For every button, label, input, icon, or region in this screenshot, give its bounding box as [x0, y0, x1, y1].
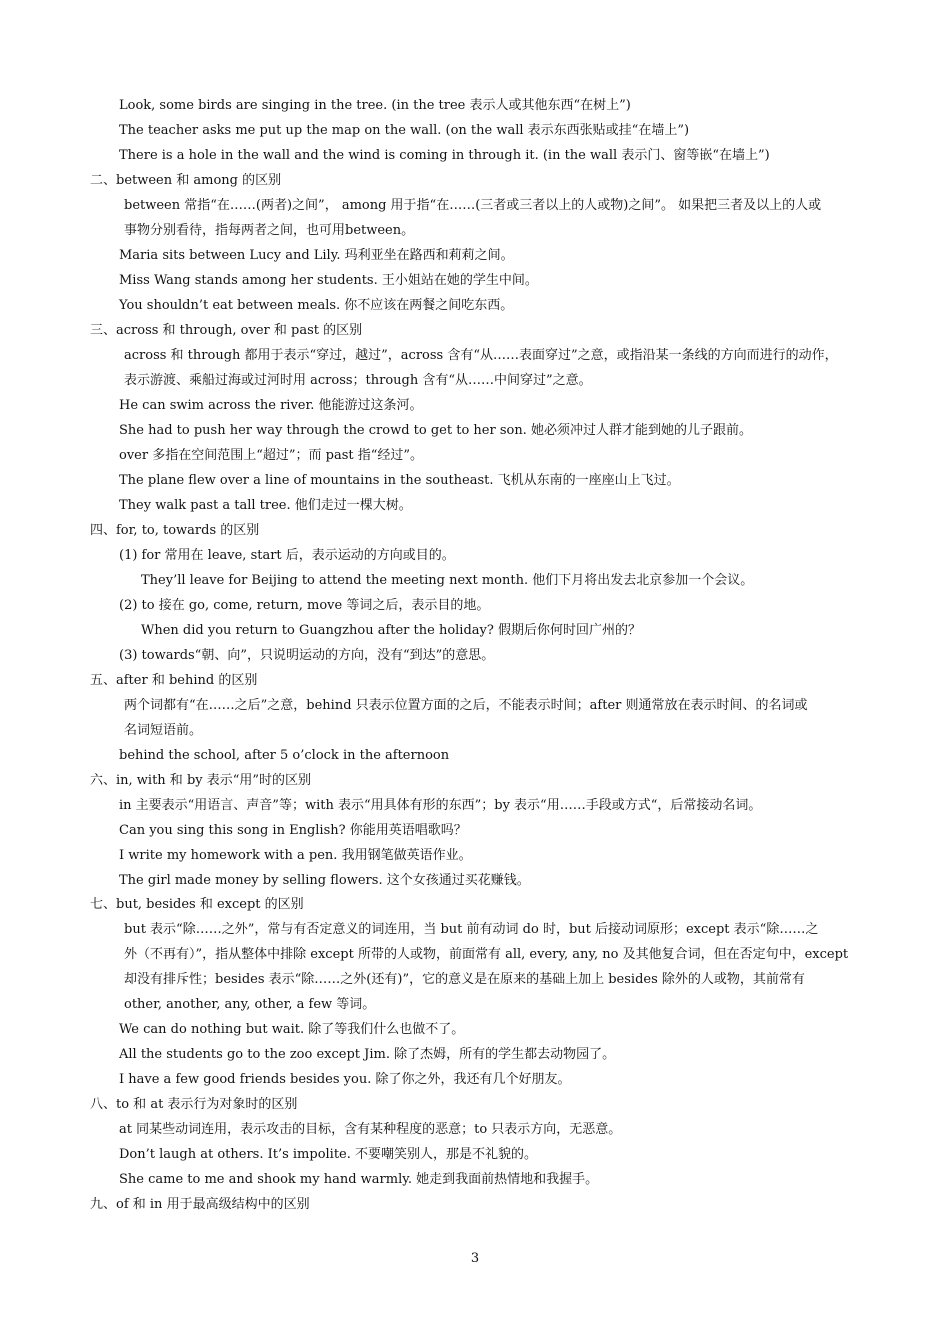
example-line: All the students go to the zoo except Jim. 除了杰姆，所有的学生都去动物园了。 — [119, 1047, 616, 1062]
example-line: She had to push her way through the crowd to get to her son. 她必须冲过人群才能到她的儿子跟前。 — [119, 423, 752, 438]
example-line: The girl made money by selling flowers. 这个女孩通过买花赚钱。 — [119, 873, 530, 888]
text-line: There is a hole in the wall and the wind is coming in through it. (in the wall 表示门、窗等嵌“在墙上”) — [119, 148, 770, 163]
text-line: 名词短语前。 — [124, 723, 203, 738]
section-heading: 二、between 和 among 的区别 — [90, 173, 282, 188]
text-line: (3) towards“朝、向”，只说明运动的方向，没有“到达”的意思。 — [119, 648, 495, 663]
text-line: The teacher asks me put up the map on the wall. (on the wall 表示东西张贴或挂“在墙上”) — [119, 123, 690, 138]
example-line: behind the school, after 5 o’clock in the afternoon — [119, 748, 450, 763]
section-heading: 三、across 和 through, over 和 past 的区别 — [90, 323, 363, 338]
text-line: 却没有排斥性；besides 表示“除……之外(还有)”，它的意义是在原来的基础上加上 besides 除外的人或物，其前常有 — [124, 972, 805, 987]
text-line: but 表示“除……之外”，常与有否定意义的词连用，当 but 前有动词 do 时，but 后接动词原形；except 表示“除……之 — [124, 922, 819, 937]
text-line: across 和 through 都用于表示“穿过，越过”，across 含有“从……表面穿过”之意，或指沿某一条线的方向而进行的动作， — [124, 348, 838, 363]
section-heading: 六、in, with 和 by 表示“用”时的区别 — [90, 773, 312, 788]
page-number: 3 — [470, 1251, 480, 1266]
text-line: (2) to 接在 go, come, return, move 等词之后，表示目的地。 — [119, 598, 490, 613]
example-line: I write my homework with a pen. 我用钢笔做英语作业。 — [119, 848, 472, 863]
example-line: Miss Wang stands among her students. 王小姐站在她的学生中间。 — [119, 273, 538, 288]
text-line: 事物分别看待，指每两者之间，也可用between。 — [124, 223, 415, 238]
example-line: You shouldn’t eat between meals. 你不应该在两餐之间吃东西。 — [119, 298, 514, 313]
example-line: Don’t laugh at others. It’s impolite. 不要嘲笑别人，那是不礼貌的。 — [119, 1147, 538, 1162]
example-line: The plane flew over a line of mountains in the southeast. 飞机从东南的一座座山上飞过。 — [119, 473, 680, 488]
text-line: over 多指在空间范围上“超过”；而 past 指“经过”。 — [119, 448, 424, 463]
example-line: Can you sing this song in English? 你能用英语唱歌吗？ — [119, 823, 467, 838]
example-line: He can swim across the river. 他能游过这条河。 — [119, 398, 423, 413]
text-line: (1) for 常用在 leave, start 后，表示运动的方向或目的。 — [119, 548, 455, 563]
text-line: between 常指“在……(两者)之间”， among 用于指“在……(三者或三者以上的人或物)之间”。 如果把三者及以上的人或 — [124, 198, 822, 213]
section-heading: 八、to 和 at 表示行为对象时的区别 — [90, 1097, 298, 1112]
text-line: 外（不再有）”，指从整体中排除 except 所带的人或物，前面常有 all, every, any, no 及其他复合词，但在否定句中，except — [124, 947, 849, 962]
text-line: 两个词都有“在……之后”之意，behind 只表示位置方面的之后，不能表示时间；after 则通常放在表示时间、的名词或 — [124, 698, 808, 713]
text-line: Look, some birds are singing in the tree. (in the tree 表示人或其他东西“在树上”) — [119, 98, 631, 113]
text-line: in 主要表示“用语言、声音”等；with 表示“用具体有形的东西”；by 表示“用……手段或方式“，后常接动名词。 — [119, 798, 762, 813]
example-line: We can do nothing but wait. 除了等我们什么也做不了。 — [119, 1022, 465, 1037]
example-line: When did you return to Guangzhou after the holiday? 假期后你何时回广州的？ — [141, 623, 641, 638]
section-heading: 五、after 和 behind 的区别 — [90, 673, 258, 688]
section-heading: 四、for, to, towards 的区别 — [90, 523, 260, 538]
section-heading: 七、but, besides 和 except 的区别 — [90, 897, 304, 912]
section-heading: 九、of 和 in 用于最高级结构中的区别 — [90, 1197, 310, 1212]
text-line: other, another, any, other, a few 等词。 — [124, 997, 376, 1012]
example-line: She came to me and shook my hand warmly. 她走到我面前热情地和我握手。 — [119, 1172, 599, 1187]
example-line: They walk past a tall tree. 他们走过一棵大树。 — [119, 498, 412, 513]
text-line: 表示游渡、乘船过海或过河时用 across；through 含有“从……中间穿过”之意。 — [124, 373, 592, 388]
example-line: Maria sits between Lucy and Lily. 玛利亚坐在路西和莉莉之间。 — [119, 248, 514, 263]
example-line: I have a few good friends besides you. 除了你之外，我还有几个好朋友。 — [119, 1072, 571, 1087]
example-line: They’ll leave for Beijing to attend the meeting next month. 他们下月将出发去北京参加一个会议。 — [141, 573, 754, 588]
text-line: at 同某些动词连用，表示攻击的目标，含有某种程度的恶意；to 只表示方向，无恶意。 — [119, 1122, 622, 1137]
